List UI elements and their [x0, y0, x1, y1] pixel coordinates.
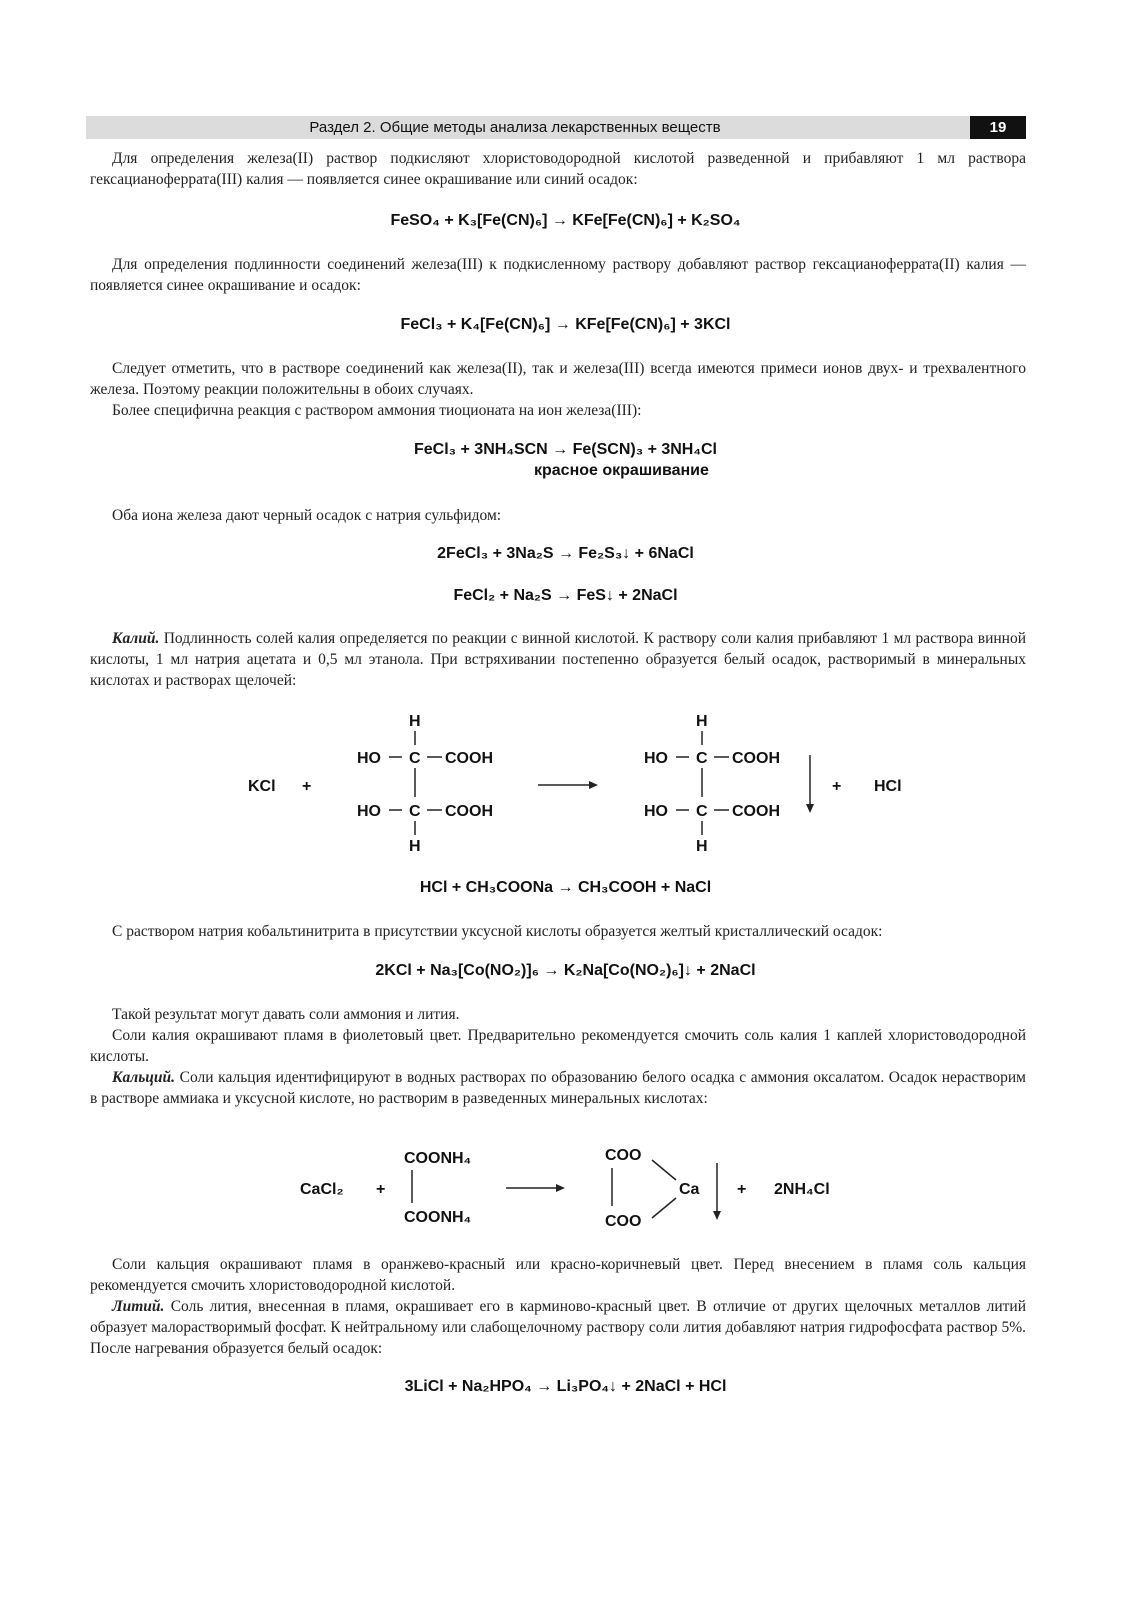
- page-number: 19: [970, 116, 1026, 139]
- paragraph-lithium: [90, 1296, 1026, 1359]
- scheme-plus-3: +: [376, 1181, 386, 1198]
- equation-fes: FeCl₂ + Na₂S → FeS↓ + 2NaCl: [453, 587, 678, 604]
- paragraph-calcium-flame: Соли кальция окрашивают пламя в оранжево-красный или красно-коричневый цвет. Перед внесением в пламя соль кальция рекомендуется смочить хлористоводородной кислотой.: [90, 1256, 1026, 1294]
- equation-feso4: FeSO₄ + K₃[Fe(CN)₆] → KFe[Fe(CN)₆] + K₂SO₄: [390, 212, 741, 229]
- atom-c-3: C: [696, 750, 708, 767]
- paragraph-ammonium-lithium: Такой результат могут давать соли аммония и лития.: [112, 1006, 460, 1023]
- paragraph-potassium-flame: Соли калия окрашивают пламя в фиолетовый цвет. Предварительно рекомендуется смочить соль калия 1 каплей хлористоводородной кислоты.: [90, 1027, 1026, 1065]
- paragraph-sulfide: Оба иона железа дают черный осадок с натрия сульфидом:: [112, 507, 502, 524]
- scheme-plus-2: +: [832, 778, 842, 795]
- equation-fe2s3: 2FeCl₃ + 3Na₂S → Fe₂S₃↓ + 6NaCl: [437, 545, 694, 562]
- scheme-nh4cl: 2NH₄Cl: [774, 1181, 830, 1198]
- section-title: Раздел 2. Общие методы анализа лекарственных веществ: [309, 119, 721, 136]
- potassium-text: Подлинность солей калия определяется по реакции с винной кислотой. К раствору соли калия прибавляют 1 мл раствора винной кислоты, 1 мл натрия ацетата и 0,5 мл этанола. При встряхивании постепенно образуется белый осадок, растворимый в минеральных кислотах и растворах щелочей:: [90, 630, 1026, 689]
- scheme-plus-1: +: [302, 778, 312, 795]
- atom-h-top-right: H: [696, 713, 708, 730]
- lithium-heading: Литий.: [112, 1298, 165, 1315]
- atom-ho-1: HO: [357, 750, 381, 767]
- atom-c-2: C: [409, 803, 421, 820]
- atom-c-1: C: [409, 750, 421, 767]
- paragraph-cobaltinitrite: С раствором натрия кобальтинитрита в присутствии уксусной кислоты образуется желтый кристаллический осадок:: [112, 923, 883, 940]
- atom-h-top-left: H: [409, 713, 421, 730]
- equation-lithium-phosphate: 3LiCl + Na₂HPO₄ → Li₃PO₄↓ + 2NaCl + HCl: [404, 1378, 727, 1395]
- calcium-heading: Кальций.: [112, 1069, 176, 1086]
- atom-ho-2: HO: [357, 803, 381, 820]
- atom-coonh4-top: COONH₄: [404, 1150, 472, 1167]
- scheme-hcl: HCl: [874, 778, 902, 795]
- atom-ca: Ca: [679, 1181, 700, 1198]
- equation-note-red: красное окрашивание: [534, 462, 709, 479]
- paragraph-note: Следует отметить, что в растворе соединений как железа(II), так и железа(III) всегда имеются примеси ионов двух- и трехвалентного железа. Поэтому реакции положительны в обоих случаях.: [90, 360, 1026, 398]
- atom-coonh4-bottom: COONH₄: [404, 1209, 472, 1226]
- atom-cooh-1: COOH: [445, 750, 493, 767]
- scheme-plus-4: +: [737, 1181, 747, 1198]
- calcium-text: Соли кальция идентифицируют в водных растворах по образованию белого осадка с аммония оксалатом. Осадок нерастворим в растворе аммиака и уксусной кислоте, но растворим в разведенных минеральных кислотах:: [90, 1069, 1026, 1107]
- atom-h-bottom-left: H: [409, 838, 421, 855]
- atom-c-4: C: [696, 803, 708, 820]
- atom-cooh-2: COOH: [445, 803, 493, 820]
- atom-ho-3: HO: [644, 750, 668, 767]
- potassium-heading: Калий.: [112, 630, 160, 647]
- equation-acetate: HCl + CH₃COONa → CH₃COOH + NaCl: [419, 879, 712, 896]
- equation-thiocyanate: FeCl₃ + 3NH₄SCN → Fe(SCN)₃ + 3NH₄Cl: [414, 441, 717, 458]
- atom-coo-top: COO: [605, 1147, 642, 1164]
- atom-cooh-3: COOH: [732, 750, 780, 767]
- paragraph-iron3: Для определения подлинности соединений железа(III) к подкисленному раствору добавляют раствор гексацианоферрата(II) калия — появляется синее окрашивание и осадок:: [90, 256, 1026, 294]
- lithium-text: Соль лития, внесенная в пламя, окрашивает его в карминово-красный цвет. В отличие от других щелочных металлов литий образует малорастворимый фосфат. К нейтральному или слабощелочному раствору соли лития добавляют натрия гидрофосфата раствор 5%. После нагревания образуется белый осадок:: [90, 1298, 1026, 1357]
- equation-fecl3-k4: FeCl₃ + K₄[Fe(CN)₆] → KFe[Fe(CN)₆] + 3KCl: [400, 316, 731, 333]
- equation-cobaltinitrite: 2KCl + Na₃[Co(NO₂)]₆ → K₂Na[Co(NO₂)₆]↓ + 2NaCl: [375, 962, 756, 979]
- paragraph-iron2: Для определения железа(II) раствор подкисляют хлористоводородной кислотой разведенной и прибавляют 1 мл раствора гексацианоферрата(III) калия — появляется синее окрашивание или синий осадок:: [90, 150, 1026, 188]
- scheme-cacl2: CaCl₂: [300, 1181, 344, 1198]
- paragraph-thiocyanate: Более специфична реакция с раствором аммония тиоционата на ион железа(III):: [112, 402, 642, 419]
- atom-h-bottom-right: H: [696, 838, 708, 855]
- atom-cooh-4: COOH: [732, 803, 780, 820]
- scheme-kcl: KCl: [248, 778, 276, 795]
- atom-ho-4: HO: [644, 803, 668, 820]
- atom-coo-bottom: COO: [605, 1213, 642, 1230]
